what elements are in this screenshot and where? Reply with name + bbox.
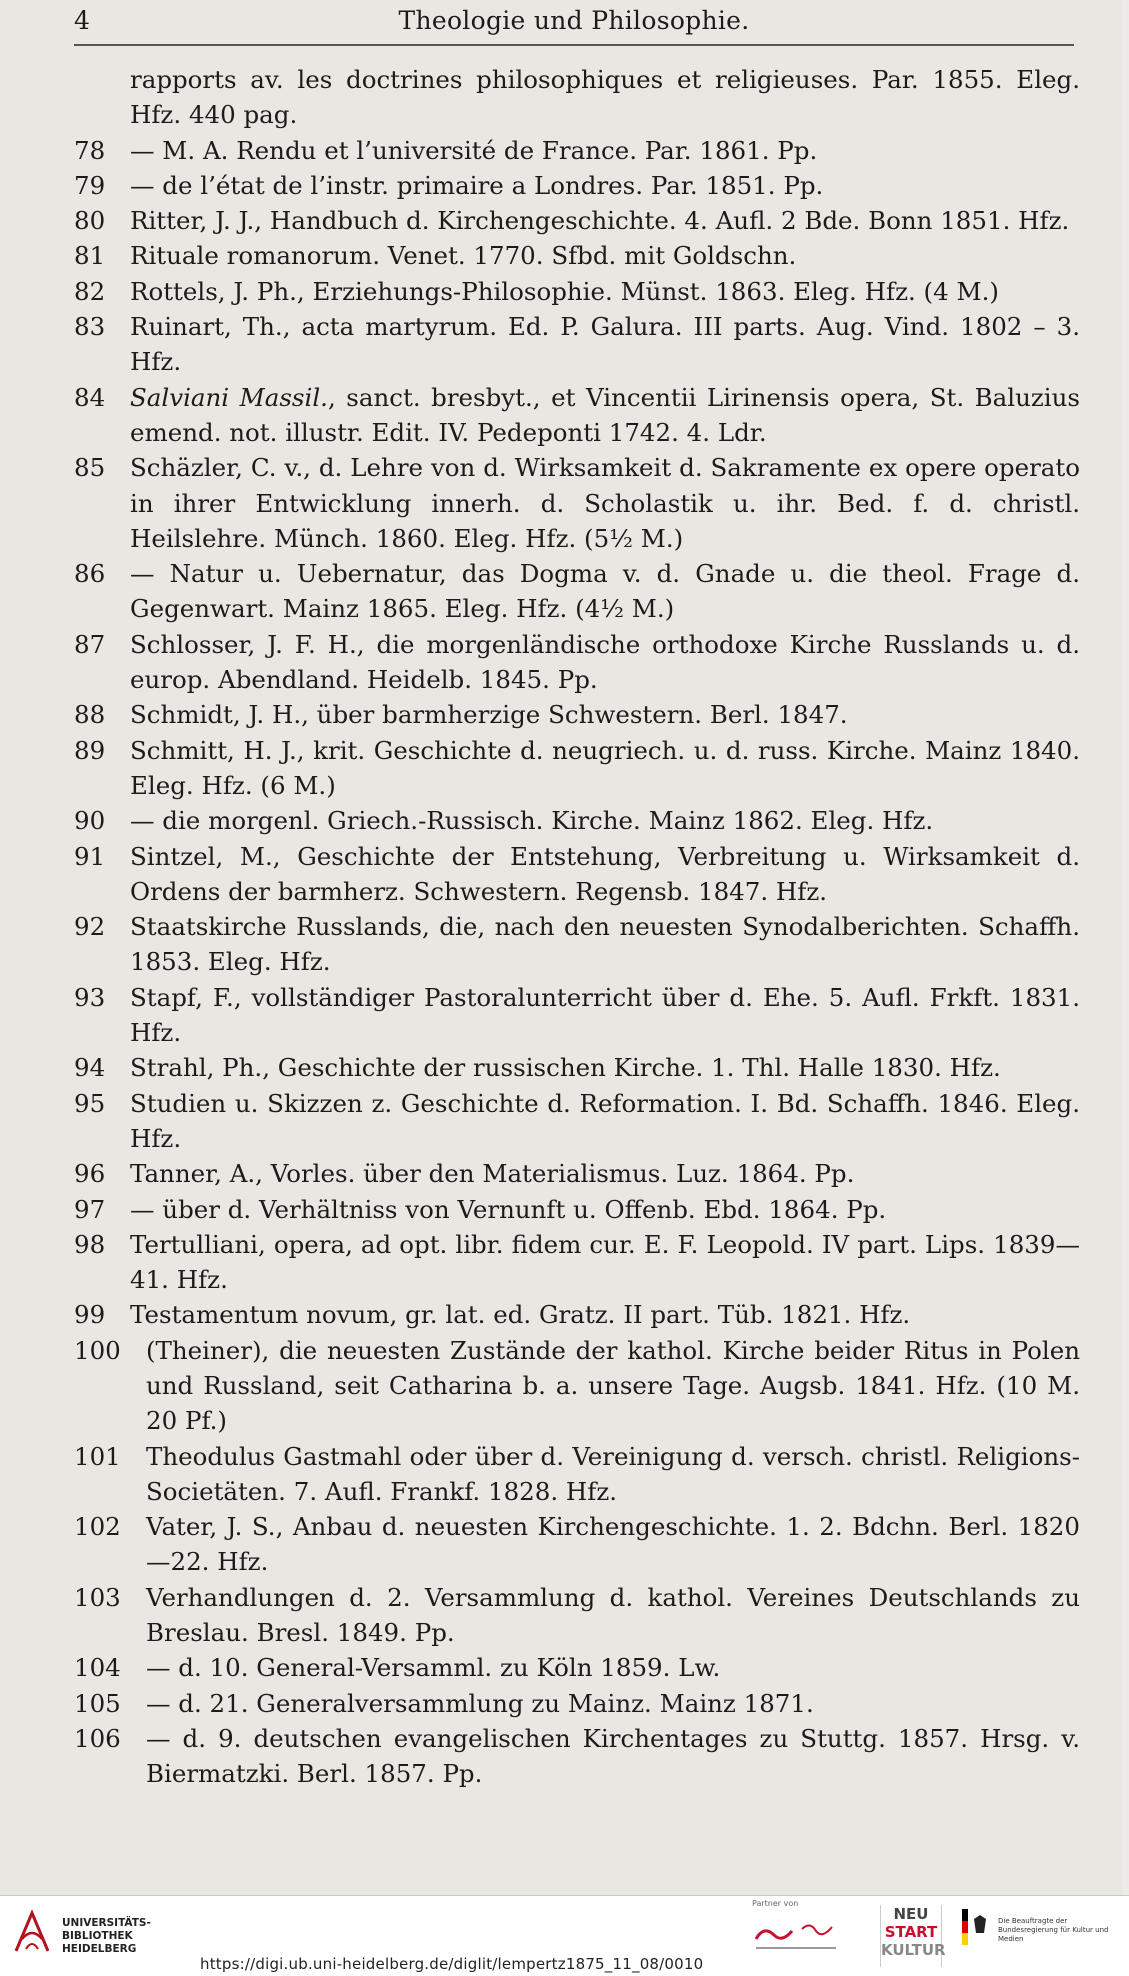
catalogue-entry [74,1050,1080,1085]
entry-number: 101 [74,1441,121,1471]
entry-text: Schmitt, H. J., krit. Geschichte d. neugriech. u. d. russ. Kirche. Mainz 1840. Eleg. Hfz. (6 M.) [130,735,1080,800]
entry-number: 97 [74,1194,106,1224]
entry-number: 99 [74,1300,106,1330]
header-divider [74,44,1074,46]
catalogue-entry [74,980,1080,1051]
catalogue-entry [74,62,1080,133]
catalogue-entry [74,909,1080,980]
entry-number: 96 [74,1159,106,1189]
viewer-footer [0,1895,1129,1976]
catalogue-entry [74,697,1080,732]
entry-number: 103 [74,1582,121,1612]
catalogue-entry [74,1086,1080,1157]
entry-text: — über d. Verhältniss von Vernunft u. Offenb. Ebd. 1864. Pp. [130,1194,887,1224]
entry-number: 93 [74,982,106,1012]
entry-number: 92 [74,912,106,942]
catalogue-entry [74,1580,1080,1651]
catalogue-entry [74,733,1080,804]
entry-text: Schäzler, C. v., d. Lehre von d. Wirksamkeit d. Sakramente ex opere operato in ihrer Entwicklung innerh. d. Scholastik u. ihr. Bed. f. d. christl. Heilslehre. Münch. 1860. Eleg. Hfz. (5½ M.) [130,453,1080,553]
catalogue-entry [74,450,1080,556]
entry-text: — d. 10. General-Versamml. zu Köln 1859. Lw. [146,1653,721,1683]
entry-number: 94 [74,1053,106,1083]
entry-number: 87 [74,629,106,659]
entry-number: 98 [74,1229,106,1259]
catalogue-entry [74,1650,1080,1685]
entry-text: Schlosser, J. F. H., die morgenländische orthodoxe Kirche Russlands u. d. europ. Abendland. Heidelb. 1845. Pp. [130,629,1080,695]
entry-number: 105 [74,1688,121,1718]
catalogue-entry [74,1333,1080,1439]
entry-number: 104 [74,1653,121,1683]
entry-text: — M. A. Rendu et l’université de France. Par. 1861. Pp. [130,135,818,165]
entry-text: Schmidt, J. H., über barmherzige Schwestern. Berl. 1847. [130,700,848,730]
entry-text: (Theiner), die neuesten Zustände der kathol. Kirche beider Ritus in Polen und Russland, seit Catharina b. a. unsere Tage. Augsb. 1841. Hfz. (10 M. 20 Pf.) [146,1335,1080,1436]
entry-text: Ritter, J. J., Handbuch d. Kirchengeschichte. 4. Aufl. 2 Bde. Bonn 1851. Hfz. [130,206,1070,236]
entry-text: — de l’état de l’instr. primaire a Londres. Par. 1851. Pp. [130,170,824,200]
entry-text: Tanner, A., Vorles. über den Materialismus. Luz. 1864. Pp. [130,1159,855,1189]
catalogue-entry [74,238,1080,273]
catalogue-entries [74,62,1080,1792]
entry-number: 85 [74,453,106,483]
catalogue-entry [74,1192,1080,1227]
catalogue-entry [74,627,1080,698]
entry-number: 102 [74,1512,121,1542]
catalogue-entry [74,803,1080,838]
entry-number: 82 [74,276,106,306]
catalogue-entry [74,133,1080,168]
partner-label: Partner von [752,1899,799,1908]
entry-text: Rottels, J. Ph., Erziehungs-Philosophie. Münst. 1863. Eleg. Hfz. (4 M.) [130,276,999,306]
entry-number: 84 [74,382,106,412]
entry-number: 100 [74,1335,121,1365]
entry-text: — Natur u. Uebernatur, das Dogma v. d. Gnade u. die theol. Frage d. Gegenwart. Mainz 1865. Eleg. Hfz. (4½ M.) [130,559,1080,624]
catalogue-entry [74,380,1080,451]
entry-number: 80 [74,206,106,236]
entry-text: Staatskirche Russlands, die, nach den neuesten Synodalberichten. Schaffh. 1853. Eleg. Hfz. [130,912,1080,977]
entry-number: 79 [74,170,106,200]
catalogue-entry [74,1297,1080,1332]
entry-number: 86 [74,559,106,589]
catalogue-entry [74,1686,1080,1721]
catalogue-entry [74,1721,1080,1792]
entry-number: 95 [74,1088,106,1118]
entry-author-italic: Salviani Massil. [130,382,328,412]
catalogue-entry [74,274,1080,309]
entry-text: Stapf, F., vollständiger Pastoralunterricht über d. Ehe. 5. Aufl. Frkft. 1831. Hfz. [130,982,1080,1048]
catalogue-entry [74,556,1080,627]
catalogue-entry [74,1509,1080,1580]
entry-text: Rituale romanorum. Venet. 1770. Sfbd. mit Goldschn. [130,241,797,271]
catalogue-entry [74,1227,1080,1298]
entry-text: Verhandlungen d. 2. Versammlung d. kathol. Vereines Deutschlands zu Breslau. Bresl. 1849. Pp. [146,1582,1080,1648]
federal-culture-logo[interactable]: Die Beauftragte der Bundesregierung für Kultur und Medien [962,1909,1122,1959]
entry-text: — d. 21. Generalversammlung zu Mainz. Mainz 1871. [146,1688,814,1718]
entry-text: — d. 9. deutschen evangelischen Kirchentages zu Stuttg. 1857. Hrsg. v. Biermatzki. Berl. 1857. Pp. [146,1723,1080,1789]
page-url[interactable]: https://digi.ub.uni-heidelberg.de/diglit/lempertz1875_11_08/0010 [200,1955,704,1973]
entry-number: 89 [74,735,106,765]
entry-number: 88 [74,700,106,730]
catalogue-entry [74,309,1080,380]
running-head [74,6,1074,42]
neustart-kultur-logo[interactable]: NEU START KULTUR [880,1905,942,1967]
footer-divider [0,1895,1129,1896]
federal-eagle-flag-icon [962,1909,992,1949]
entry-number: 81 [74,241,106,271]
entry-number: 78 [74,135,106,165]
page-number: 4 [74,6,90,35]
partner-logo-icon[interactable] [752,1917,842,1957]
university-library-logo-icon[interactable] [12,1909,52,1955]
entry-number: 90 [74,806,106,836]
entry-number: 91 [74,841,106,871]
catalogue-entry [74,839,1080,910]
entry-text: — die morgenl. Griech.-Russisch. Kirche. Mainz 1862. Eleg. Hfz. [130,806,934,836]
catalogue-entry [74,1156,1080,1191]
entry-text: , sanct. bresbyt., et Vincentii Lirinensis opera, St. Baluzius emend. not. illustr. Edit. IV. Pedeponti 1742. 4. Ldr. [130,382,1080,447]
page-title: Theologie und Philosophie. [398,6,750,35]
entry-text: Tertulliani, opera, ad opt. libr. fidem cur. E. F. Leopold. IV part. Lips. 1839—41. Hfz. [130,1229,1080,1295]
entry-text: Testamentum novum, gr. lat. ed. Gratz. II part. Tüb. 1821. Hfz. [130,1300,911,1330]
entry-text: Strahl, Ph., Geschichte der russischen Kirche. 1. Thl. Halle 1830. Hfz. [130,1053,1001,1083]
catalogue-entry [74,203,1080,238]
entry-number: 83 [74,312,106,342]
entry-text: Sintzel, M., Geschichte der Entstehung, Verbreitung u. Wirksamkeit d. Ordens der barmherz. Schwestern. Regensb. 1847. Hfz. [130,841,1080,906]
catalogue-entry [74,168,1080,203]
entry-text: Vater, J. S., Anbau d. neuesten Kirchengeschichte. 1. 2. Bdchn. Berl. 1820—22. Hfz. [146,1512,1080,1577]
catalogue-entry [74,1439,1080,1510]
entry-text: Studien u. Skizzen z. Geschichte d. Reformation. I. Bd. Schaffh. 1846. Eleg. Hfz. [130,1088,1080,1153]
entry-text: Ruinart, Th., acta martyrum. Ed. P. Galura. III parts. Aug. Vind. 1802 – 3. Hfz. [130,312,1080,377]
library-name: UNIVERSITÄTS- BIBLIOTHEK HEIDELBERG [62,1917,151,1955]
entry-text: Theodulus Gastmahl oder über d. Vereinigung d. versch. christl. Religions-Societäten. 7. Aufl. Frankf. 1828. Hfz. [146,1441,1080,1506]
entry-number: 106 [74,1723,121,1753]
entry-text: rapports av. les doctrines philosophiques et religieuses. Par. 1855. Eleg. Hfz. 440 pag. [130,65,1080,130]
